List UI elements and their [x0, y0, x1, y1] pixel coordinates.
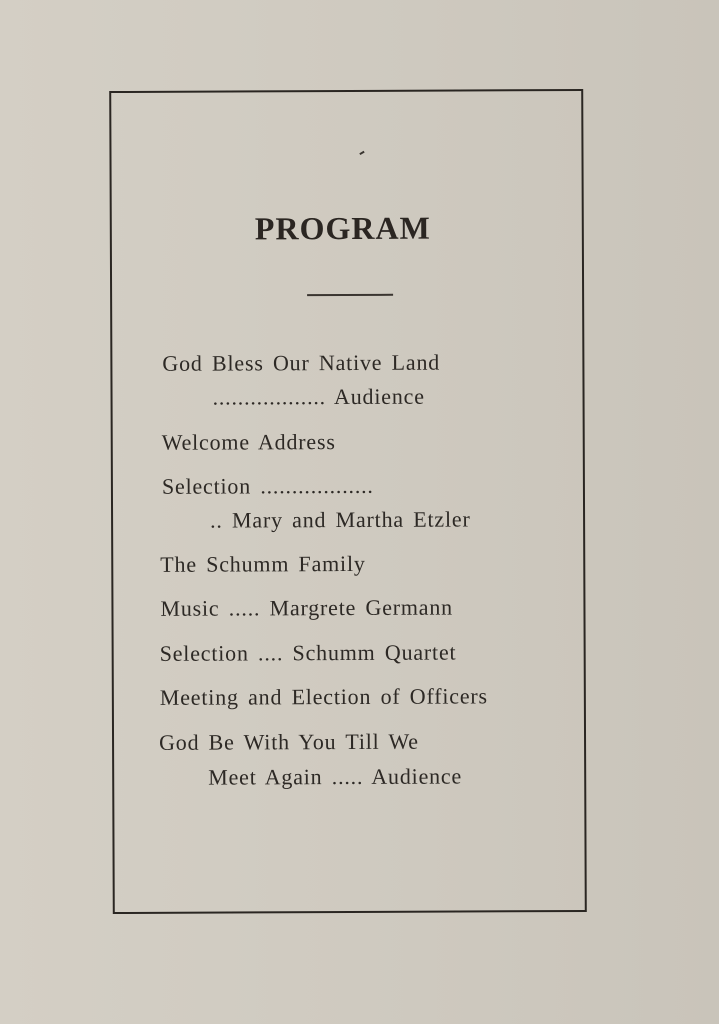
program-entry-god-be-with-you: God Be With You Till We — [158, 728, 419, 755]
program-entry-selection-2: Selection .... Schumm Quartet — [159, 639, 457, 666]
program-entry-selection-1: Selection .................. — [161, 472, 374, 499]
program-title: PROGRAM — [254, 209, 431, 247]
program-entry-schumm-family: The Schumm Family — [160, 550, 366, 577]
program-entry-meeting: Meeting and Election of Officers — [159, 683, 488, 710]
program-entry-god-bless-performer: .................. Audience — [212, 383, 425, 410]
program-entry-music: Music ..... Margrete Germann — [160, 594, 454, 621]
title-divider — [307, 294, 393, 296]
program-entry-welcome: Welcome Address — [161, 429, 336, 455]
program-border — [109, 89, 587, 914]
program-entry-god-bless: God Bless Our Native Land — [162, 349, 441, 376]
program-entry-selection-1-performer: .. Mary and Martha Etzler — [210, 506, 471, 533]
program-entry-god-be-with-you-performer: Meet Again ..... Audience — [208, 763, 463, 790]
ink-speck — [359, 151, 364, 155]
